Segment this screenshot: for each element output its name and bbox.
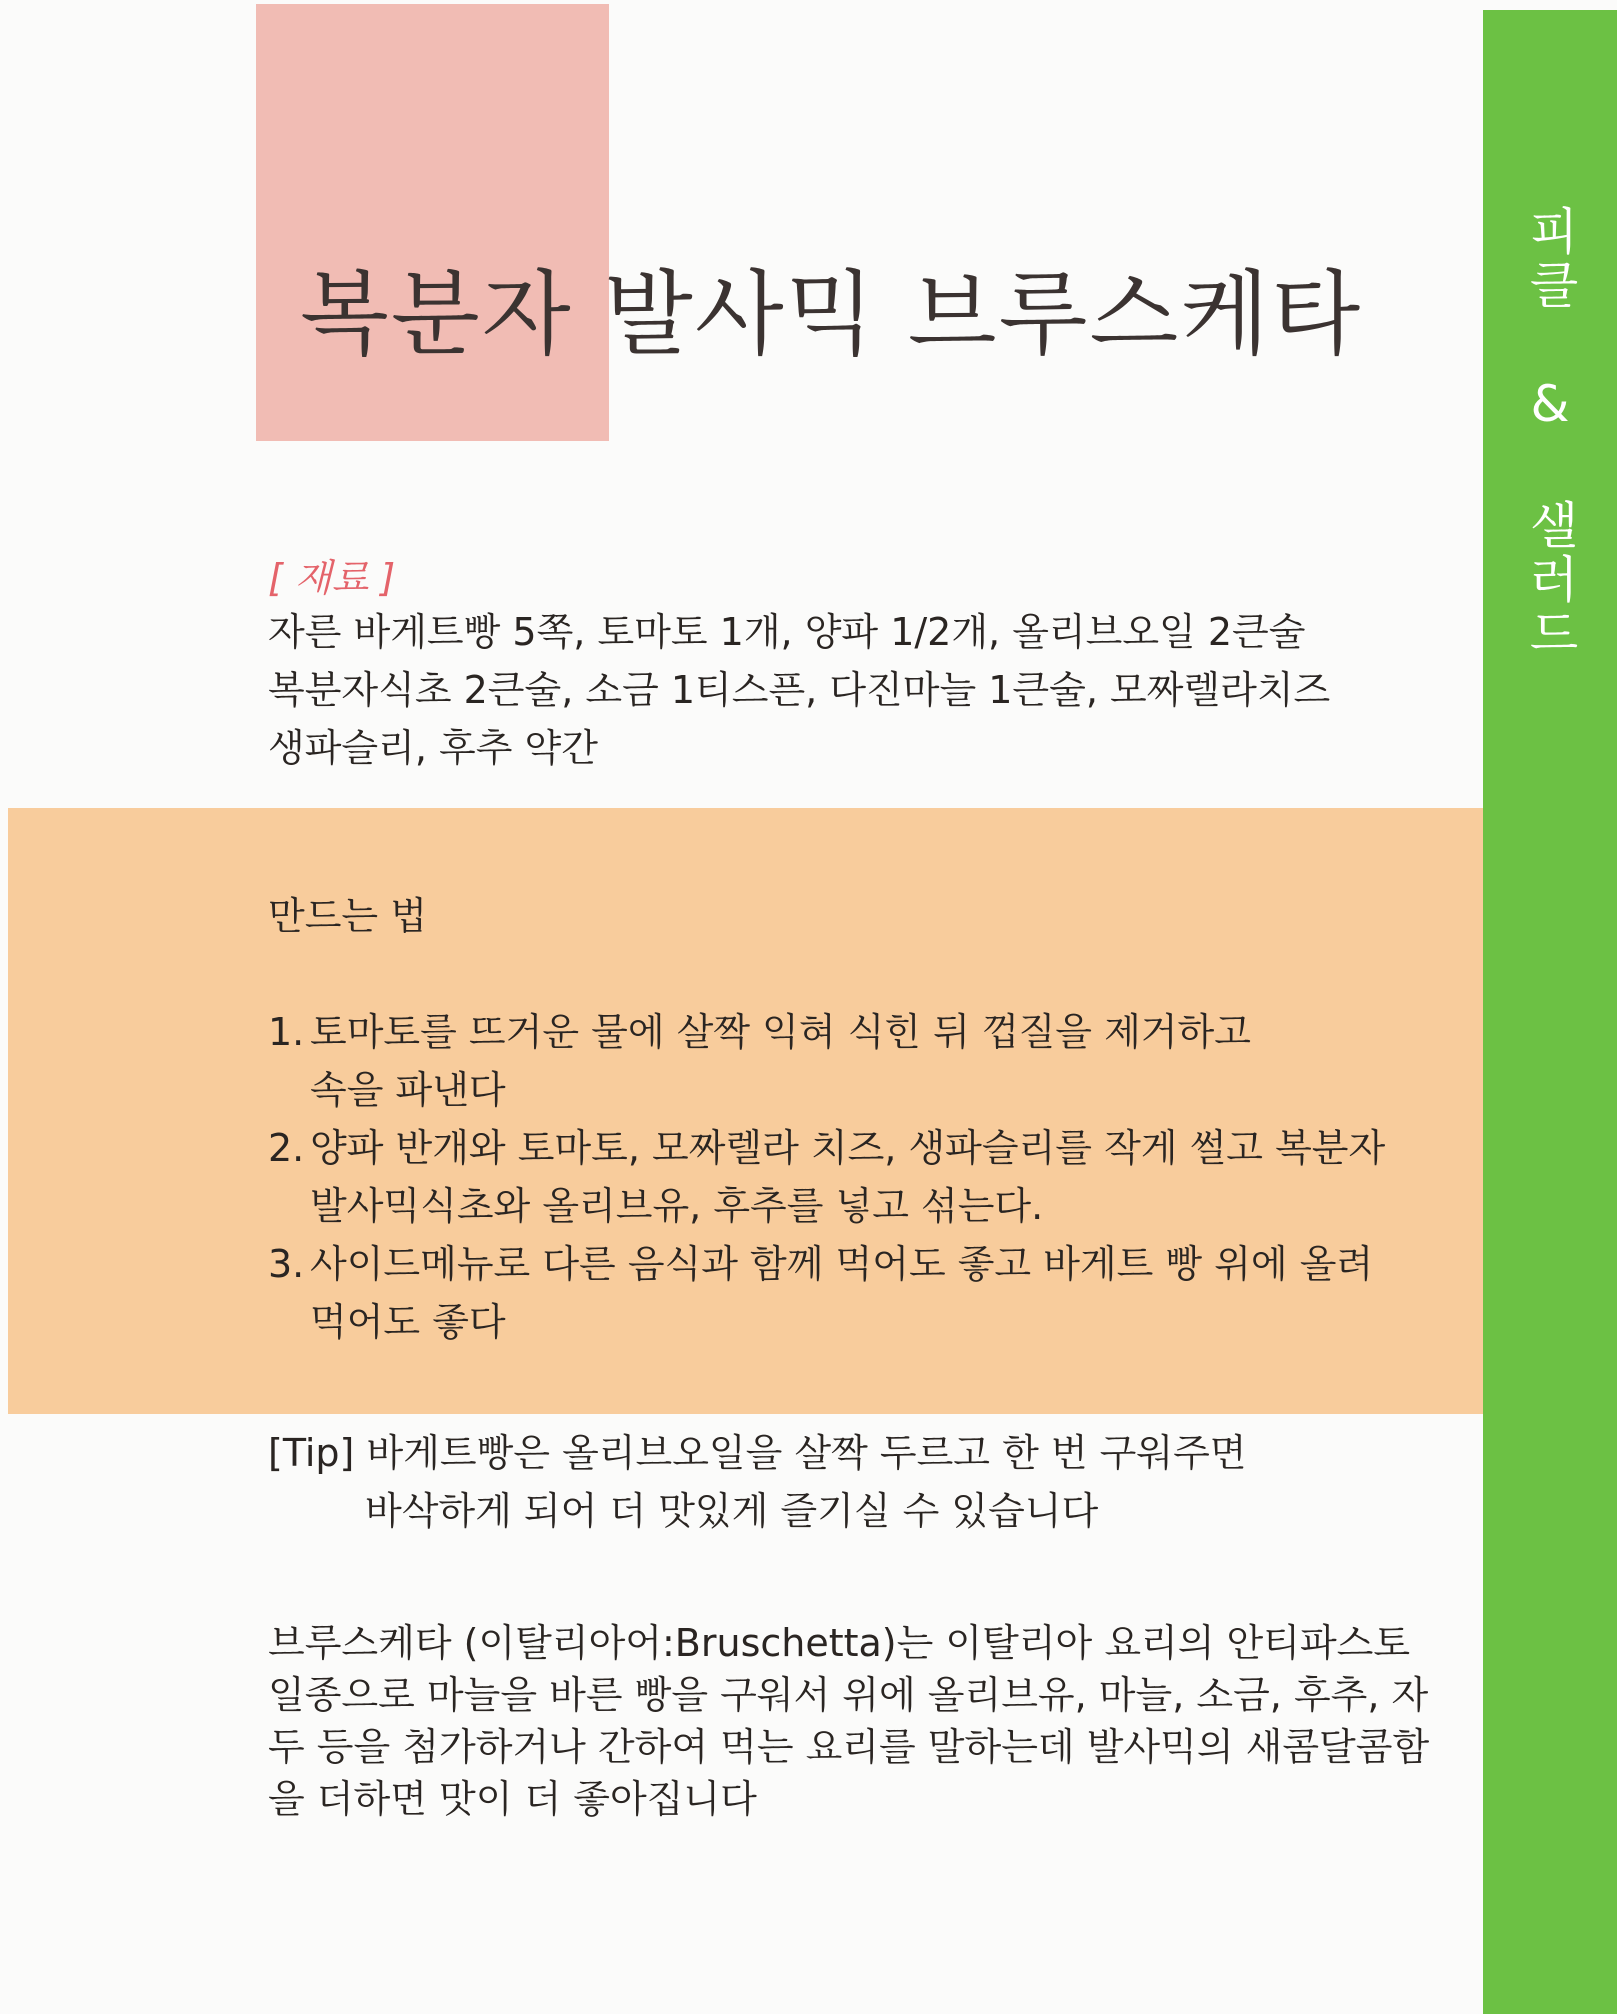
ingredients-line: 자른 바게트빵 5쪽, 토마토 1개, 양파 1/2개, 올리브오일 2큰술 (268, 610, 1306, 654)
recipe-title: 복분자 발사믹 브루스케타 (300, 261, 1363, 368)
step-text (310, 1235, 1373, 1351)
method-step (268, 1003, 1385, 1119)
method-steps (268, 1003, 1385, 1351)
step-line: 양파 반개와 토마토, 모짜렐라 치즈, 생파슬리를 작게 썰고 복분자 (310, 1126, 1386, 1170)
step-line: 사이드메뉴로 다른 음식과 함께 먹어도 좋고 바게트 빵 위에 올려 (310, 1242, 1374, 1286)
ingredients-list (268, 603, 1330, 777)
ingredients-heading: [ 재료 ] (268, 556, 396, 600)
step-text (310, 1119, 1385, 1235)
method-step (268, 1119, 1385, 1235)
ingredients-line: 복분자식초 2큰술, 소금 1티스픈, 다진마늘 1큰술, 모짜렐라치즈 (268, 668, 1331, 712)
ingredients-line: 생파슬리, 후추 약간 (268, 726, 598, 770)
description-line: 을 더하면 맛이 더 좋아집니다 (268, 1777, 757, 1821)
step-text (310, 1003, 1251, 1119)
description-paragraph (268, 1617, 1429, 1825)
tip-block (268, 1424, 1247, 1540)
category-label: 피클 & 샐러드 (1521, 205, 1579, 661)
title-accent-block (256, 4, 609, 441)
description-line: 두 등을 첨가하거나 간하여 먹는 요리를 말하는데 발사믹의 새콤달콤함 (268, 1725, 1430, 1769)
method-step (268, 1235, 1385, 1351)
tip-line: [Tip] 바게트빵은 올리브오일을 살짝 두르고 한 번 구워주면 (268, 1431, 1247, 1475)
step-line: 토마토를 뜨거운 물에 살짝 익혀 식힌 뒤 껍질을 제거하고 (310, 1010, 1251, 1054)
tip-line: 바삭하게 되어 더 맛있게 즐기실 수 있습니다 (365, 1489, 1099, 1533)
step-number: 3. (268, 1242, 305, 1286)
step-number: 1. (268, 1010, 305, 1054)
description-line: 브루스케타 (이탈리아어:Bruschetta)는 이탈리아 요리의 안티파스토 (268, 1621, 1411, 1665)
method-heading: 만드는 법 (268, 894, 427, 938)
step-line: 발사믹식초와 올리브유, 후추를 넣고 섞는다. (310, 1184, 1044, 1228)
step-line: 속을 파낸다 (310, 1068, 506, 1112)
step-number: 2. (268, 1126, 305, 1170)
step-line: 먹어도 좋다 (310, 1300, 506, 1344)
description-line: 일종으로 마늘을 바른 빵을 구워서 위에 올리브유, 마늘, 소금, 후추, 자 (268, 1673, 1429, 1717)
